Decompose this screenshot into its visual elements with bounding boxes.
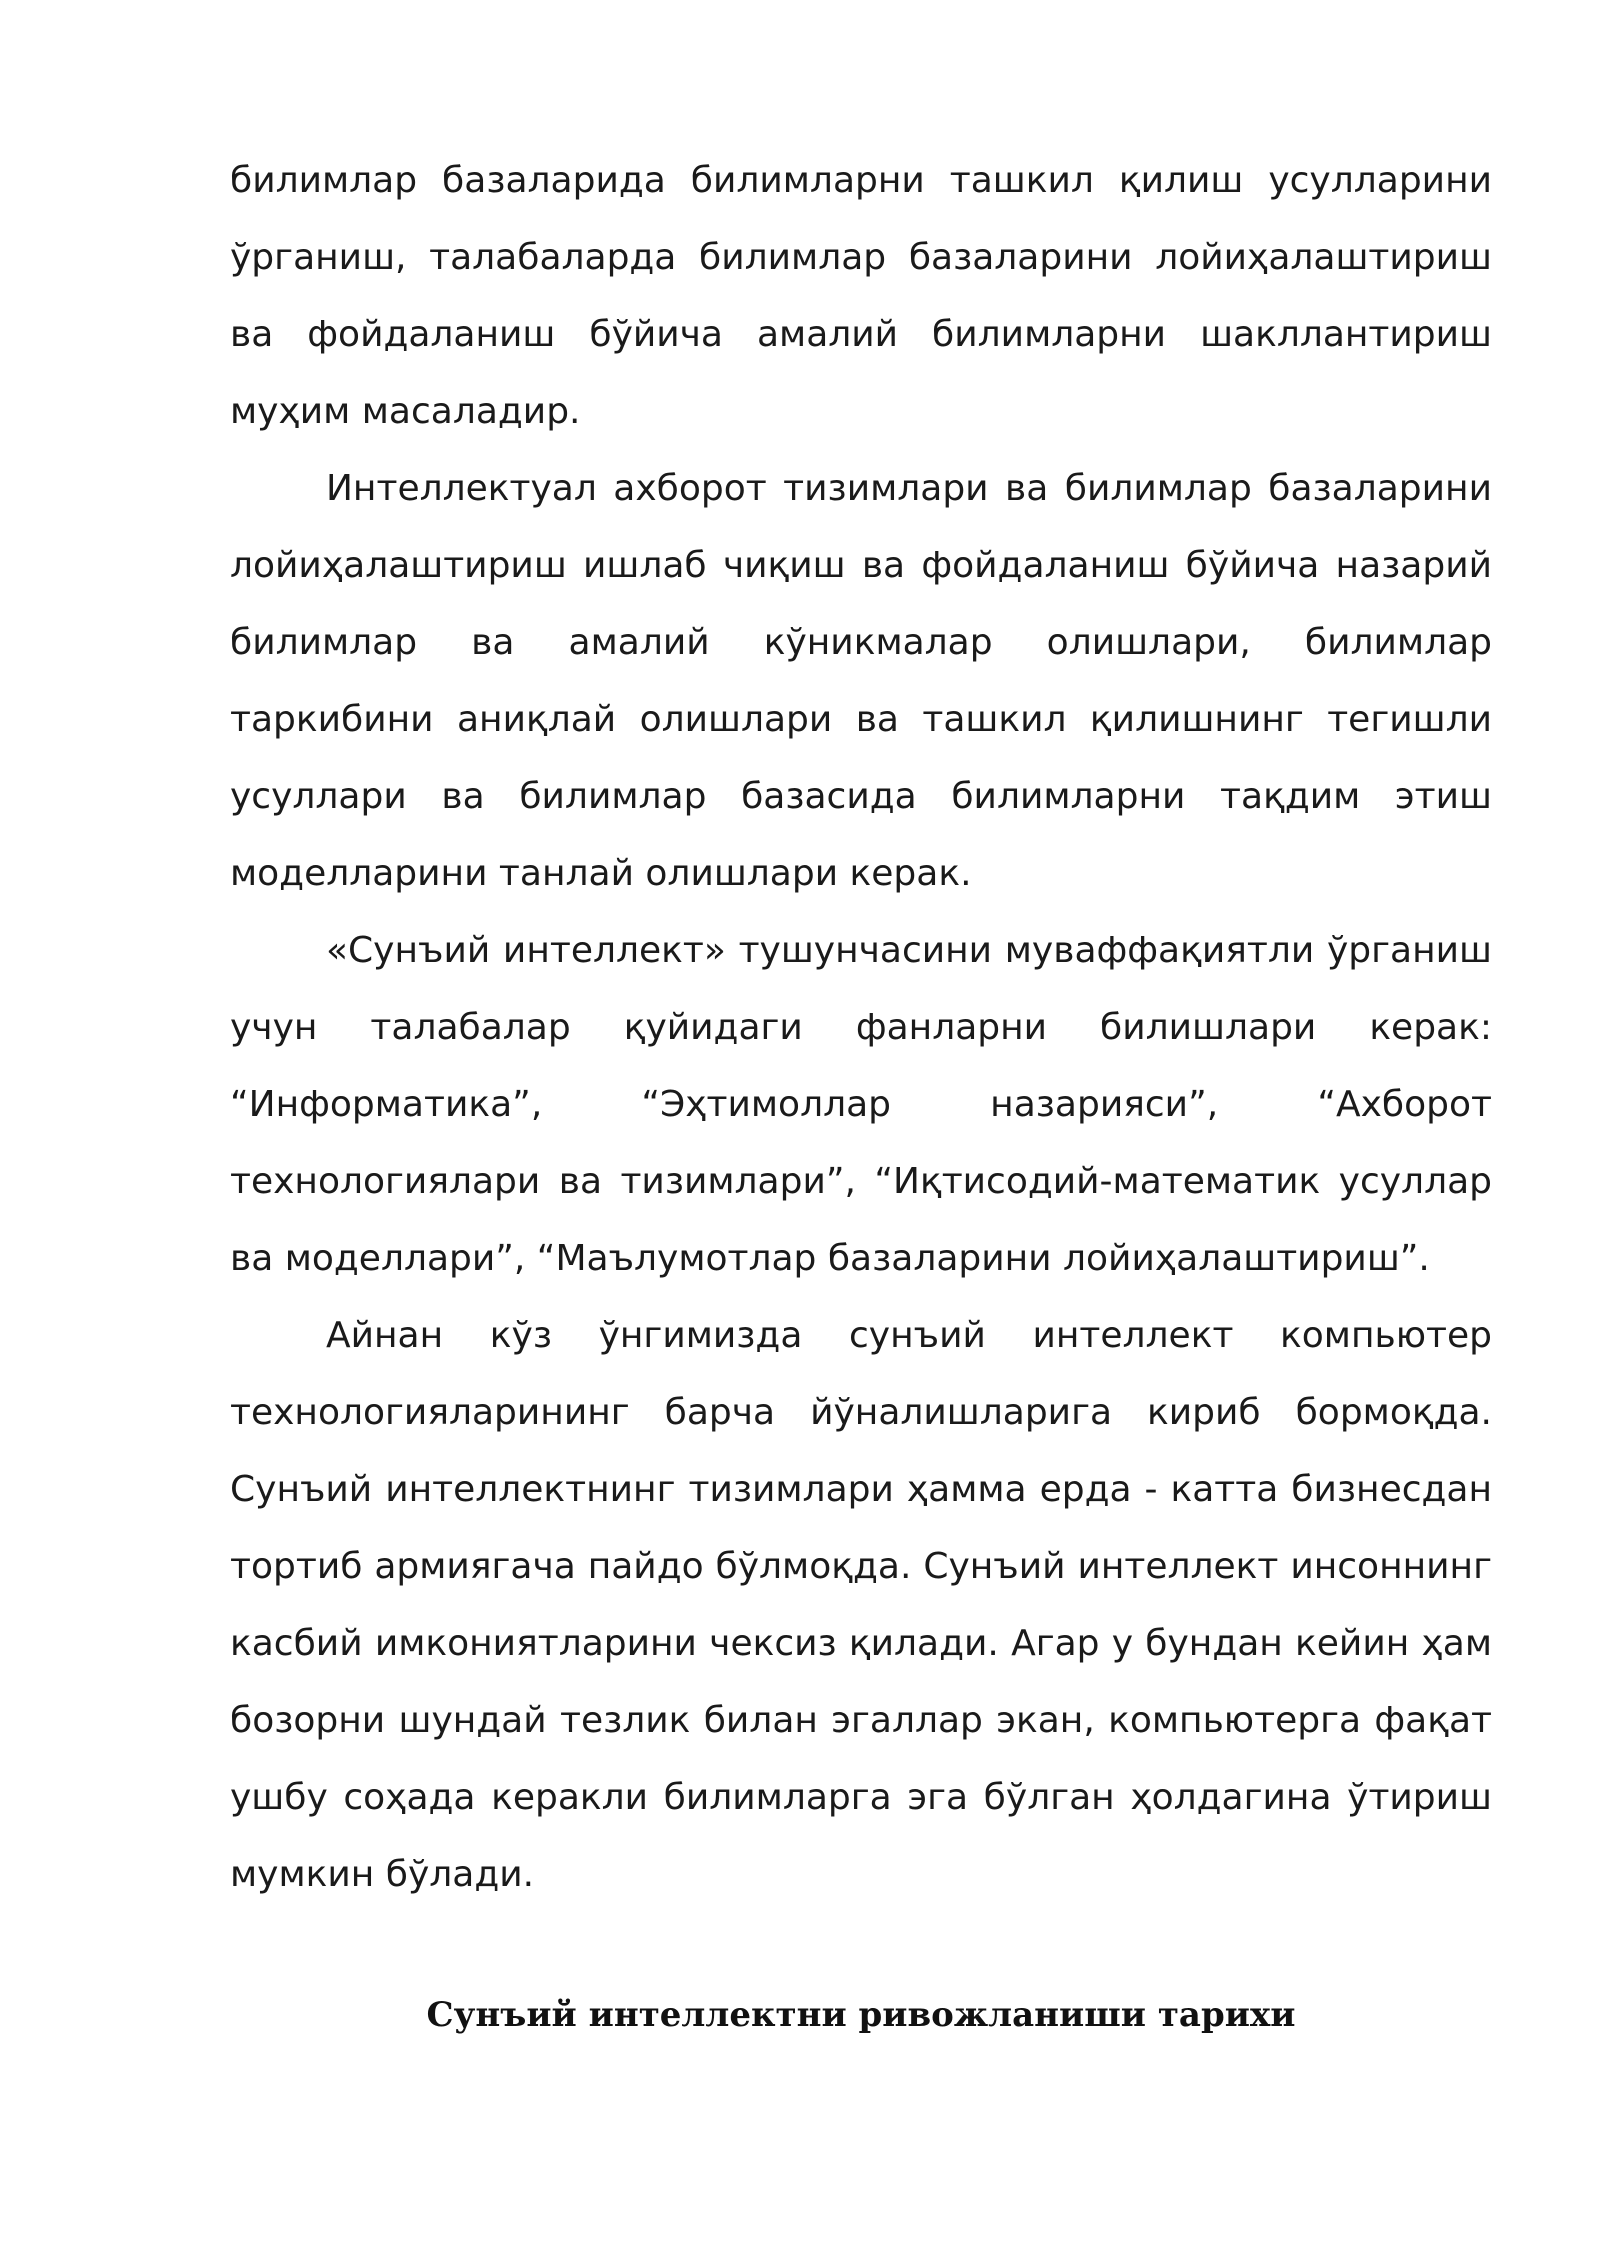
section-heading: Сунъий интеллектни ривожланиши тарихи bbox=[426, 1995, 1296, 2035]
paragraph-ai-spread: Айнан кўз ўнгимизда сунъий интеллект компьютер технологияларининг барча йўналишларига кириб бормоқда. Сунъий интеллектнинг тизимлари ҳамма ерда - катта бизнесдан тортиб армиягача пайдо бўлмоқда. Сунъий интеллект инсоннинг касбий имкониятларини чексиз қилади. Агар у бундан кейин ҳам бозорни шундай тезлик билан эгаллар экан, компьютерга фақат ушбу соҳада керакли билимларга эга бўлган ҳолдагина ўтириш мумкин бўлади. bbox=[230, 1315, 1492, 1895]
body-text bbox=[230, 142, 1492, 1913]
paragraph-intellectual-systems: Интеллектуал ахборот тизимлари ва билимлар базаларини лойиҳалаштириш ишлаб чиқиш ва фойдаланиш бўйича назарий билимлар ва амалий кўникмалар олишлари, билимлар таркибини аниқлай олишлари ва ташкил қилишнинг тегишли усуллари ва билимлар базасида билимларни тақдим этиш моделларини танлай олишлари керак. bbox=[230, 468, 1492, 894]
paragraph-continuation: билимлар базаларида билимларни ташкил қилиш усулларини ўрганиш, талабаларда билимлар базаларини лойиҳалаштириш ва фойдаланиш бўйича амалий билимларни шакллантириш муҳим масаладир. bbox=[230, 160, 1492, 432]
paragraph-required-subjects: «Сунъий интеллект» тушунчасини муваффақиятли ўрганиш учун талабалар қуйидаги фанларни билишлари керак: “Информатика”, “Эҳтимоллар назарияси”, “Ахборот технологиялари ва тизимлари”, “Иқтисодий-математик усуллар ва моделлари”, “Маълумотлар базаларини лойиҳалаштириш”. bbox=[230, 930, 1492, 1279]
